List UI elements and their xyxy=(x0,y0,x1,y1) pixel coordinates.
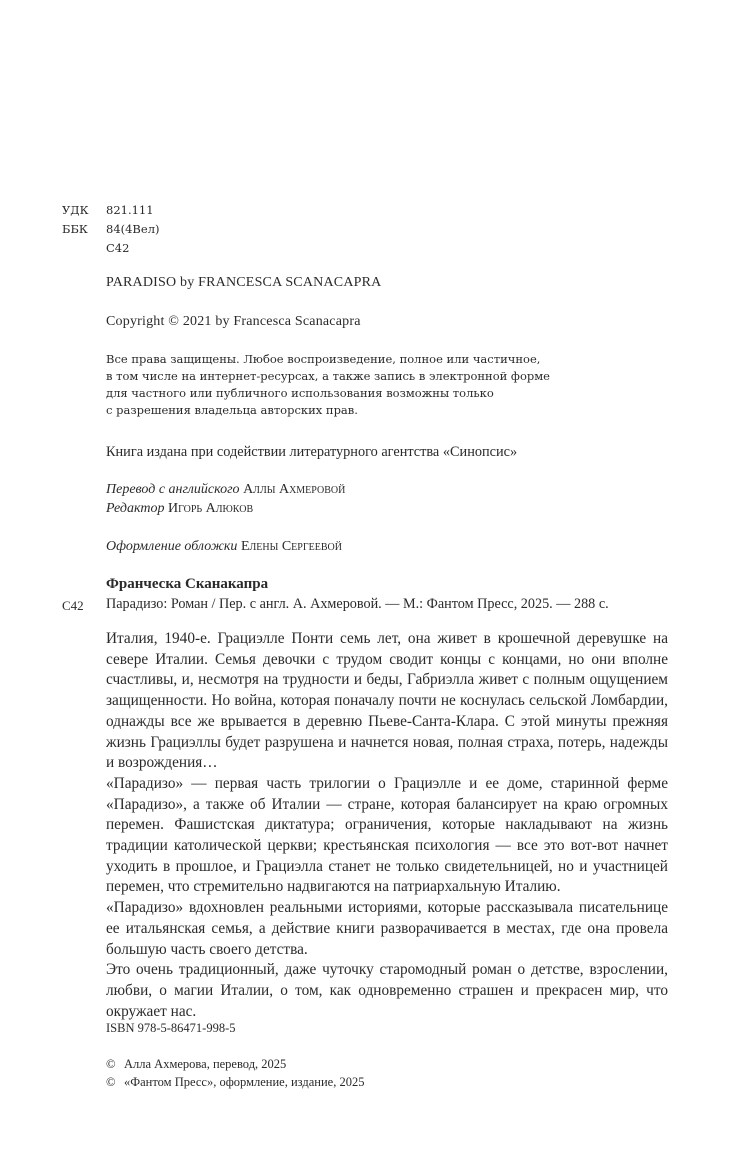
copyright-line xyxy=(106,1055,364,1073)
rights-line: с разрешения владельца авторских прав. xyxy=(106,403,358,417)
original-title: PARADISO by FRANCESCA SCANACAPRA xyxy=(106,275,382,290)
annotation-paragraph: «Парадизо» — первая часть трилогии о Грациэлле и ее доме, старинной ферме «Парадизо», а также об Италии — стране, которая балансирует на краю огромных перемен. Фашистская диктатура; ограничения, которые накладывают на жизнь традиции католической церкви; крестьянская психология — все это вот-вот начнет уходить в прошлое, и Грациэлла станет не только свидетельницей, но и участницей перемен, что стремительно надвигаются на патриархальную Италию. xyxy=(106,774,668,896)
copyright-text: «Фантом Пресс», оформление, издание, 2025 xyxy=(124,1075,365,1089)
rights-notice xyxy=(106,351,550,419)
rights-line: Все права защищены. Любое воспроизведение, полное или частичное, xyxy=(106,352,541,366)
editor-role: Редактор xyxy=(106,501,165,516)
isbn: ISBN 978-5-86471-998-5 xyxy=(106,1021,236,1035)
translator-role: Перевод с английского xyxy=(106,482,240,497)
editor-credit xyxy=(106,501,253,517)
bib-entry: Парадизо: Роман / Пер. с англ. А. Ахмеровой. — М.: Фантом Пресс, 2025. — 288 с. xyxy=(106,596,609,612)
copyright-line xyxy=(106,1073,364,1091)
udk-label: УДК xyxy=(62,203,89,217)
rights-line: для частного или публичного использования возможны только xyxy=(106,386,494,400)
udk-value: 821.111 xyxy=(106,203,154,217)
editor-name: Игорь Алюков xyxy=(167,501,254,516)
annotation-paragraph: Это очень традиционный, даже чуточку старомодный роман о детстве, взрослении, любви, о магии Италии, о том, как одновременно страшен и прекрасен мир, что окружает нас. xyxy=(106,961,668,1020)
cover-credit xyxy=(106,539,342,555)
cover-designer-name: Елены Сергеевой xyxy=(240,539,342,554)
cover-role: Оформление обложки xyxy=(106,539,238,554)
author-code: С42 xyxy=(106,241,130,255)
copyright-list xyxy=(106,1055,364,1091)
bib-author: Франческа Сканакапра xyxy=(106,576,269,592)
rights-line: в том числе на интернет-ресурсах, а также запись в электронной форме xyxy=(106,369,550,383)
annotation-paragraph: «Парадизо» вдохновлен реальными историями, которые рассказывала писательнице ее итальянская семья, а действие книги разворачивается в местах, где она провела большую часть своего детства. xyxy=(106,899,668,958)
annotation xyxy=(106,629,668,1022)
bib-code: С42 xyxy=(62,598,84,613)
agency-note: Книга издана при содействии литературного агентства «Синопсис» xyxy=(106,444,518,460)
copyright-text: Алла Ахмерова, перевод, 2025 xyxy=(124,1057,287,1071)
copyright-icon: © xyxy=(106,1075,116,1089)
copyright-icon: © xyxy=(106,1057,116,1071)
annotation-paragraph: Италия, 1940-е. Грациэлле Понти семь лет, она живет в крошечной деревушке на севере Италии. Семья девочки с трудом сводит концы с концами, но они вполне счастливы, и, несмотря на трудности и беды, Габриэлла живет с полным ощущением защищенности. Но война, которая поначалу почти не коснулась сельской Ломбардии, однажды все же врывается в деревню Пьеве-Санта-Клара. С этой минуты прежняя жизнь Грациэллы будет разрушена и начнется новая, полная страха, потерь, надежды и возрождения… xyxy=(106,630,668,772)
bbk-value: 84(4Вел) xyxy=(106,222,160,236)
translator-credit xyxy=(106,482,345,498)
translator-name: Аллы Ахмеровой xyxy=(243,482,346,497)
bbk-label: ББК xyxy=(62,222,88,236)
original-copyright: Copyright © 2021 by Francesca Scanacapra xyxy=(106,314,361,329)
